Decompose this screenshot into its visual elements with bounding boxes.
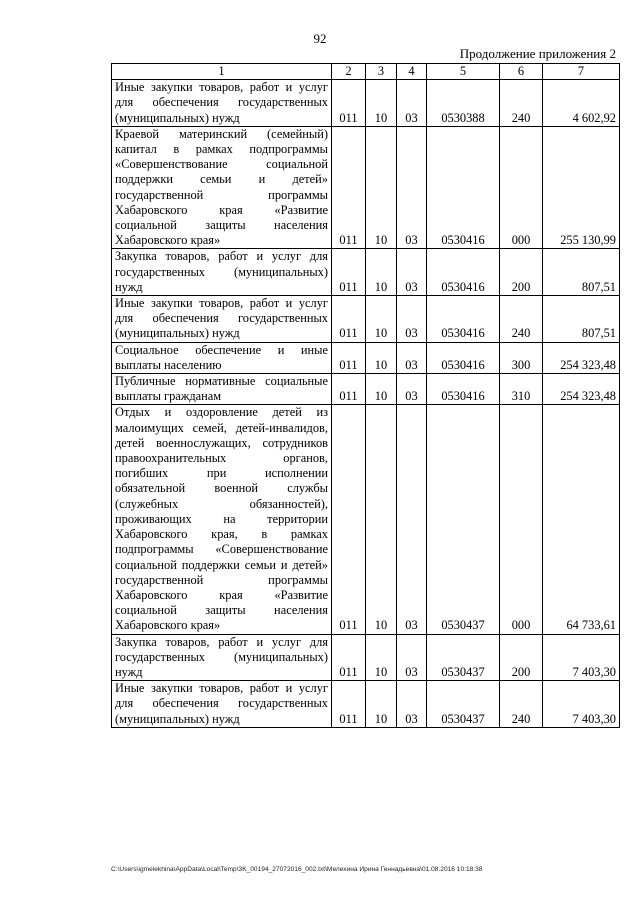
row-ministry-code: 011 [332,405,366,634]
row-name: Иные закупки товаров, работ и услуг для обеспечения государственных (муниципальных) нужд [112,80,332,127]
row-expense-type: 240 [500,681,543,728]
row-name: Отдых и оздоровление детей из малоимущих семей, детей-инвалидов, детей военнослужащих, сотрудников правоохранительных органов, погибших при исполнении обязательной военной службы (служебных обязанностей), проживающих на территории Хабаровского края, в рамках подпрограммы «Совершенствование социальной поддержки семьи и детей» государственной программы Хабаровского края «Развитие социальной защиты населения Хабаровского края» [112,405,332,634]
row-amount: 64 733,61 [543,405,620,634]
row-name: Закупка товаров, работ и услуг для государственных (муниципальных) нужд [112,634,332,681]
row-target-article: 0530388 [427,80,500,127]
row-subsection-code: 03 [397,126,427,249]
header-cell-6: 6 [500,64,543,80]
row-section-code: 10 [366,342,397,373]
row-amount: 255 130,99 [543,126,620,249]
table-body [112,80,620,728]
row-subsection-code: 03 [397,342,427,373]
row-expense-type: 000 [500,126,543,249]
row-amount: 7 403,30 [543,681,620,728]
table-row [112,374,620,405]
row-name: Публичные нормативные социальные выплаты гражданам [112,374,332,405]
row-subsection-code: 03 [397,634,427,681]
table-row [112,296,620,343]
row-ministry-code: 011 [332,681,366,728]
row-ministry-code: 011 [332,126,366,249]
row-ministry-code: 011 [332,374,366,405]
budget-table [111,63,620,728]
row-target-article: 0530437 [427,405,500,634]
row-section-code: 10 [366,681,397,728]
row-amount: 807,51 [543,249,620,296]
row-target-article: 0530416 [427,126,500,249]
row-name: Иные закупки товаров, работ и услуг для обеспечения государственных (муниципальных) нужд [112,296,332,343]
row-expense-type: 300 [500,342,543,373]
row-section-code: 10 [366,634,397,681]
row-amount: 4 602,92 [543,80,620,127]
row-target-article: 0530416 [427,342,500,373]
row-section-code: 10 [366,405,397,634]
row-name: Иные закупки товаров, работ и услуг для обеспечения государственных (муниципальных) нужд [112,681,332,728]
row-expense-type: 310 [500,374,543,405]
row-subsection-code: 03 [397,681,427,728]
header-cell-4: 4 [397,64,427,80]
row-target-article: 0530416 [427,296,500,343]
row-ministry-code: 011 [332,634,366,681]
table-row [112,681,620,728]
header-cell-1: 1 [112,64,332,80]
row-ministry-code: 011 [332,342,366,373]
row-ministry-code: 011 [332,80,366,127]
row-section-code: 10 [366,374,397,405]
row-ministry-code: 011 [332,296,366,343]
row-ministry-code: 011 [332,249,366,296]
header-cell-7: 7 [543,64,620,80]
row-subsection-code: 03 [397,374,427,405]
table-row [112,80,620,127]
row-subsection-code: 03 [397,296,427,343]
row-target-article: 0530437 [427,681,500,728]
table-row [112,126,620,249]
row-subsection-code: 03 [397,249,427,296]
row-target-article: 0530416 [427,374,500,405]
row-section-code: 10 [366,296,397,343]
continuation-label: Продолжение приложения 2 [459,46,616,61]
row-name: Краевой материнский (семейный) капитал в рамках подпрограммы «Совершенствование социальной поддержки семьи и детей» государственной программы Хабаровского края «Развитие социальной защиты населения Хабаровского края» [112,126,332,249]
row-expense-type: 000 [500,405,543,634]
file-path-footer: C:\Users\igmelekhina\AppData\Local\Temp\3K_00194_27072016_002.txt\Мелехина Ирина Геннадьевна\01.08.2016 10:18:38 [111,866,483,873]
table-header-row [112,64,620,80]
header-cell-2: 2 [332,64,366,80]
header-cell-5: 5 [427,64,500,80]
row-amount: 807,51 [543,296,620,343]
row-expense-type: 240 [500,80,543,127]
row-section-code: 10 [366,80,397,127]
table-row [112,249,620,296]
row-amount: 254 323,48 [543,374,620,405]
row-target-article: 0530437 [427,634,500,681]
row-section-code: 10 [366,249,397,296]
row-amount: 254 323,48 [543,342,620,373]
row-expense-type: 200 [500,634,543,681]
row-name: Закупка товаров, работ и услуг для государственных (муниципальных) нужд [112,249,332,296]
row-amount: 7 403,30 [543,634,620,681]
row-name: Социальное обеспечение и иные выплаты населению [112,342,332,373]
row-subsection-code: 03 [397,80,427,127]
header-cell-3: 3 [366,64,397,80]
table-row [112,634,620,681]
table-row [112,405,620,634]
table-row [112,342,620,373]
page-number: 92 [313,31,327,46]
row-target-article: 0530416 [427,249,500,296]
row-section-code: 10 [366,126,397,249]
row-expense-type: 200 [500,249,543,296]
row-expense-type: 240 [500,296,543,343]
row-subsection-code: 03 [397,405,427,634]
